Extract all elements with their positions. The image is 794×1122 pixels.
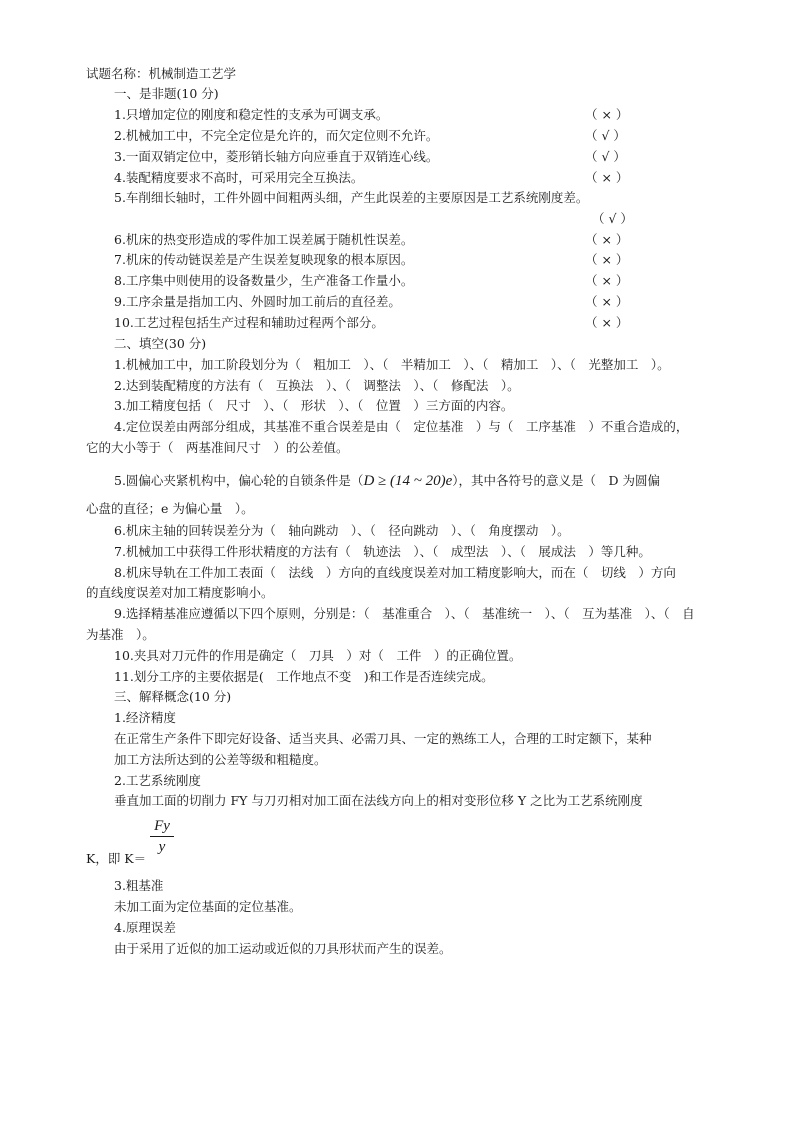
concept-title: 3.粗基准 [114, 878, 164, 893]
tf-item: 8.工序集中则使用的设备数量少，生产准备工作量小。 [114, 273, 414, 288]
fill-line: 10.夹具对刀元件的作用是确定（ 刀具 ）对（ 工件 ）的正确位置。 [114, 648, 522, 663]
concept-text: 未加工面为定位基面的定位基准。 [114, 899, 302, 914]
tf-answer: （ × ） [585, 315, 629, 330]
tf-answer: （ × ） [585, 232, 629, 247]
fill-line: 2.达到装配精度的方法有（ 互换法 ）、（ 调整法 ）、（ 修配法 ）。 [114, 378, 520, 393]
tf-answer: （ × ） [585, 252, 629, 267]
tf-answer: （ √ ） [592, 211, 633, 226]
tf-item: 5.车削细长轴时，工件外圆中间粗两头细，产生此误差的主要原因是工艺系统刚度差。 [114, 190, 589, 205]
tf-item: 9.工序余量是指加工内、外圆时加工前后的直径差。 [114, 294, 401, 309]
tf-item: 7.机床的传动链误差是产生误差复映现象的根本原因。 [114, 252, 414, 267]
fill-line: 4.定位误差由两部分组成，其基准不重合误差是由（ 定位基准 ）与（ 工序基准 ）不重合造成的， [114, 419, 689, 434]
concept-title: 4.原理误差 [114, 920, 176, 935]
stiffness-fraction [150, 818, 174, 855]
tf-answer: （ × ） [585, 170, 629, 185]
self-lock-formula: D ≥ (14 ~ 20)e [363, 473, 453, 489]
tf-item: 6.机床的热变形造成的零件加工误差属于随机性误差。 [114, 232, 414, 247]
tf-item: 1.只增加定位的刚度和稳定性的支承为可调支承。 [114, 107, 389, 122]
concept-text: 由于采用了近似的加工运动或近似的刀具形状而产生的误差。 [114, 941, 452, 956]
fill-line: 7.机械加工中获得工件形状精度的方法有（ 轨迹法 ）、（ 成型法 ）、（ 展成法 ）等几种。 [114, 544, 651, 559]
fill-line-5 [114, 473, 660, 489]
fill-line: 9.选择精基准应遵循以下四个原则，分别是：（ 基准重合 ）、（ 基准统一 ）、（ 互为基准 ）、（ 自 [114, 606, 695, 621]
fill-line: 11.划分工序的主要依据是( 工作地点不变 )和工作是否连续完成。 [114, 669, 494, 684]
fill-line: 的直线度误差对加工精度影响小。 [86, 585, 274, 600]
tf-answer: （ × ） [585, 107, 629, 122]
tf-answer: （ √ ） [585, 149, 626, 164]
tf-answer: （ × ） [585, 273, 629, 288]
tf-item: 2.机械加工中，不完全定位是允许的，而欠定位则不允许。 [114, 128, 439, 143]
section3-heading: 三、解释概念(10 分) [114, 689, 232, 704]
fraction-bar [150, 836, 174, 837]
fill-line: 3.加工精度包括（ 尺寸 ）、（ 形状 ）、（ 位置 ）三方面的内容。 [114, 398, 514, 413]
fill-line: 为基准 ）。 [86, 627, 155, 642]
tf-item: 3.一面双销定位中，菱形销长轴方向应垂直于双销连心线。 [114, 149, 439, 164]
concept-text: 在正常生产条件下即完好设备、适当夹具、必需刀具、一定的熟练工人，合理的工时定额下，某种 [114, 731, 652, 746]
concept-title: 1.经济精度 [114, 710, 176, 725]
concept-title: 2.工艺系统刚度 [114, 773, 201, 788]
fill-line: 6.机床主轴的回转误差分为（ 轴向跳动 ）、（ 径向跳动 ）、（ 角度摆动 ）。 [114, 523, 570, 538]
fill-line-5-after: ），其中各符号的意义是（ D 为圆偏 [452, 473, 661, 488]
tf-item: 10.工艺过程包括生产过程和辅助过程两个部分。 [114, 315, 384, 330]
fill-line-5-before: 5.圆偏心夹紧机构中，偏心轮的自锁条件是（ [114, 473, 364, 488]
concept-text: K，即 K＝ [86, 851, 147, 866]
concept-text: 加工方法所达到的公差等级和粗糙度。 [114, 752, 327, 767]
fill-line: 心盘的直径；e 为偏心量 ）。 [86, 501, 254, 516]
fraction-numerator: Fy [154, 818, 170, 834]
concept-text: 垂直加工面的切削力 FY 与刀刃相对加工面在法线方向上的相对变形位移 Y 之比为工艺系统刚度 [114, 793, 643, 808]
fraction-denominator: y [158, 839, 166, 855]
fill-line: 它的大小等于（ 两基准间尺寸 ）的公差值。 [86, 440, 349, 455]
tf-answer: （ √ ） [585, 128, 626, 143]
fill-line: 8.机床导轨在工件加工表面（ 法线 ）方向的直线度误差对加工精度影响大，而在（ 切线 ）方向 [114, 565, 676, 580]
section1-heading: 一、是非题(10 分) [114, 86, 219, 101]
fill-line: 1.机械加工中，加工阶段划分为（ 粗加工 ）、（ 半精加工 ）、（ 精加工 ）、（ 光整加工 ）。 [114, 357, 670, 372]
tf-item: 4.装配精度要求不高时，可采用完全互换法。 [114, 170, 364, 185]
tf-answer: （ × ） [585, 294, 629, 309]
section2-heading: 二、填空(30 分) [114, 336, 207, 351]
page-title: 试题名称：机械制造工艺学 [86, 66, 237, 81]
